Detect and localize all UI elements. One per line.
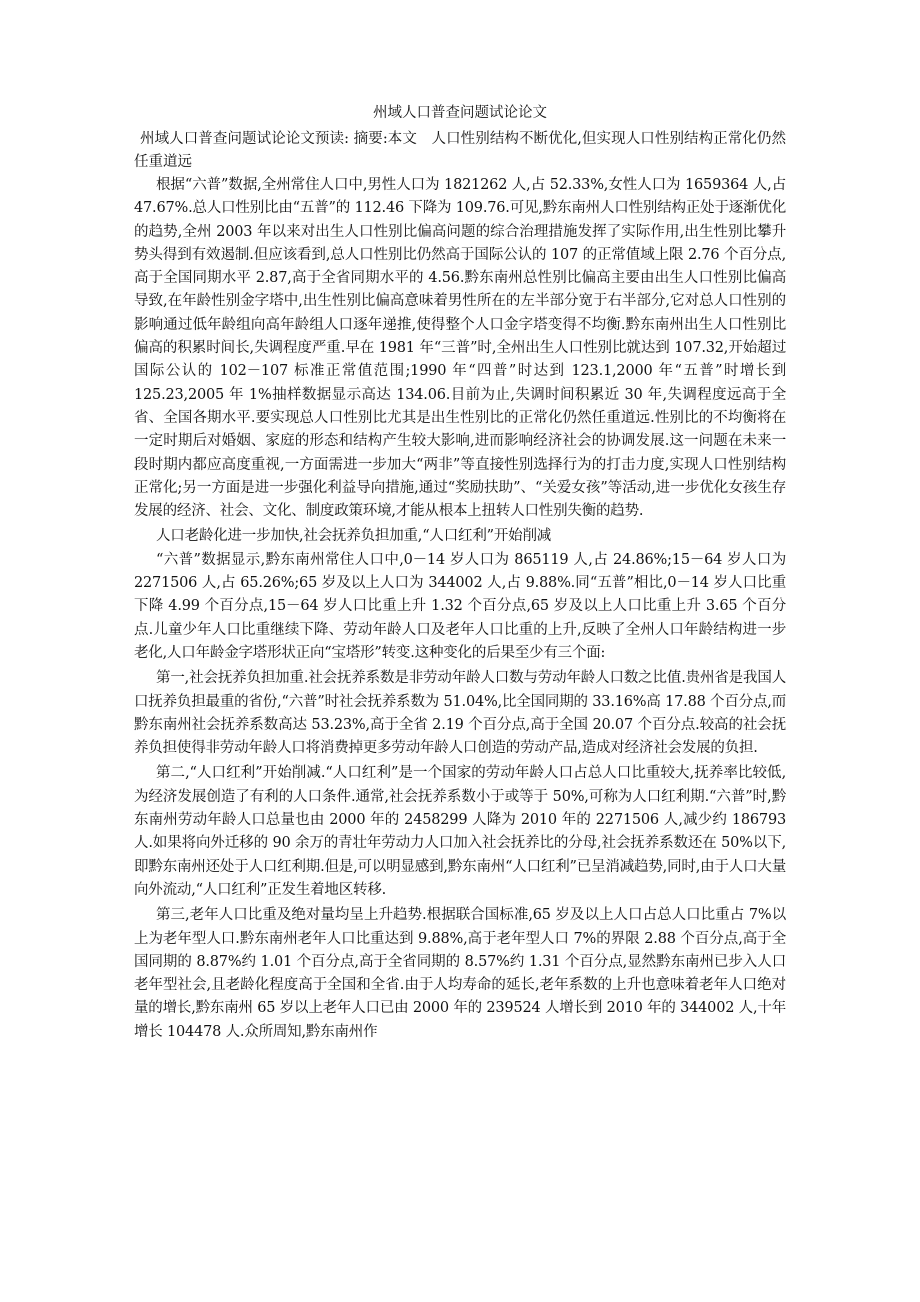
document-preview: 州域人口普查问题试论论文预读: 摘要:本文 人口性别结构不断优化,但实现人口性别结构正常化仍然任重道远 [134,131,786,170]
paragraph-age-structure: “六普”数据显示,黔东南州常住人口中,0－14 岁人口为 865119 人,占 24.86%;15－64 岁人口为 2271506 人,占 65.26%;65 岁及以上人口为 344002 人,占 9.88%.同“五普”相比,0－14 岁人口比重下降 4.99 个百分点,15－64 岁人口比重上升 1.32 个百分点,65 岁及以上人口比重上升 3.65 个百分点.儿童少年人口比重继续下降、劳动年龄人口及老年人口比重的上升,反映了全州人口年龄结构进一步老化,人口年龄金字塔形状正向“宝塔形”转变.这种变化的后果至少有三个面: [134,551,786,661]
paragraph-demographic-dividend: 第二,“人口红利”开始削减.“人口红利”是一个国家的劳动年龄人口占总人口比重较大,抚养率比较低,为经济发展创造了有利的人口条件.通常,社会抚养系数小于或等于 50%,可称为人口红利期.“六普”时,黔东南州劳动年龄人口总量也由 2000 年的 2458299 人降为 2010 年的 2271506 人,减少约 186793 人.如果将向外迁移的 90 余万的青壮年劳动力人口加入社会抚养比的分母,社会抚养系数还在 50%以下,即黔东南州还处于人口红利期.但是,可以明显感到,黔东南州“人口红利”已呈消减趋势,同时,由于人口大量向外流动,“人口红利”正发生着地区转移. [134,765,786,898]
paragraph-dependency-burden: 第一,社会抚养负担加重.社会抚养系数是非劳动年龄人口数与劳动年龄人口数之比值.贵州省是我国人口抚养负担最重的省份,“六普”时社会抚养系数为 51.04%,比全国同期的 33.16%高 17.88 个百分点,而黔东南州社会抚养系数高达 53.23%,高于全省 2.19 个百分点,高于全国 20.07 个百分点.较高的社会抚养负担使得非劳动年龄人口将消费掉更多劳动年龄人口创造的劳动产品,造成对经济社会发展的负担. [134,670,786,757]
document-title: 州域人口普查问题试论论文 [373,105,547,121]
paragraph-sex-ratio: 根据“六普”数据,全州常住人口中,男性人口为 1821262 人,占 52.33%,女性人口为 1659364 人,占 47.67%.总人口性别比由“五普”的 112.46 下降为 109.76.可见,黔东南州人口性别结构正处于逐渐优化的趋势,全州 2003 年以来对出生人口性别比偏高问题的综合治理措施发挥了实际作用,出生性别比攀升势头得到有效遏制.但应该看到,总人口性别比仍然高于国际公认的 107 的正常值域上限 2.76 个百分点,高于全国同期水平 2.87,高于全省同期水平的 4.56.黔东南州总性别比偏高主要由出生人口性别比偏高导致,在年龄性别金字塔中,出生性别比偏高意味着男性所在的左半部分宽于右半部分,它对总人口性别的影响通过低年龄组向高年龄组人口逐年递推,使得整个人口金字塔变得不均衡.黔东南州出生人口性别比偏高的积累时间长,失调程度严重.早在 1981 年“三普”时,全州出生人口性别比就达到 107.32,开始超过国际公认的 102－107 标准正常值范围;1990 年“四普”时达到 123.1,2000 年“五普”时增长到 125.23,2005 年 1%抽样数据显示高达 134.06.目前为止,失调时间积累近 30 年,失调程度远高于全省、全国各期水平.要实现总人口性别比尤其是出生性别比的正常化仍然任重道远.性别比的不均衡将在一定时期后对婚姻、家庭的形态和结构产生较大影响,进而影响经济社会的协调发展.这一问题在未来一段时期内都应高度重视,一方面需进一步加大“两非”等直接性别选择行为的打击力度,实现人口性别结构正常化;另一方面是进一步强化利益导向措施,通过“奖励扶助”、“关爱女孩”等活动,进一步优化女孩生存发展的经济、社会、文化、制度政策环境,才能从根本上扭转人口性别失衡的趋势. [134,177,786,520]
section-heading-aging: 人口老龄化进一步加快,社会抚养负担加重,“人口红利”开始削减 [156,528,552,545]
document-page [134,102,786,1044]
paragraph-elderly-population: 第三,老年人口比重及绝对量均呈上升趋势.根据联合国标准,65 岁及以上人口占总人口比重占 7%以上为老年型人口.黔东南州老年人口比重达到 9.88%,高于老年型人口 7%的界限 2.88 个百分点,高于全国同期的 8.87%约 1.01 个百分点,高于全省同期的 8.57%约 1.31 个百分点,显然黔东南州已步入人口老年型社会,且老龄化程度高于全国和全省.由于人均寿命的延长,老年系数的上升也意味着老年人口绝对量的增长,黔东南州 65 岁以上老年人口已由 2000 年的 239524 人增长到 2010 年的 344002 人,十年增长 104478 人.众所周知,黔东南州作 [134,907,786,1040]
